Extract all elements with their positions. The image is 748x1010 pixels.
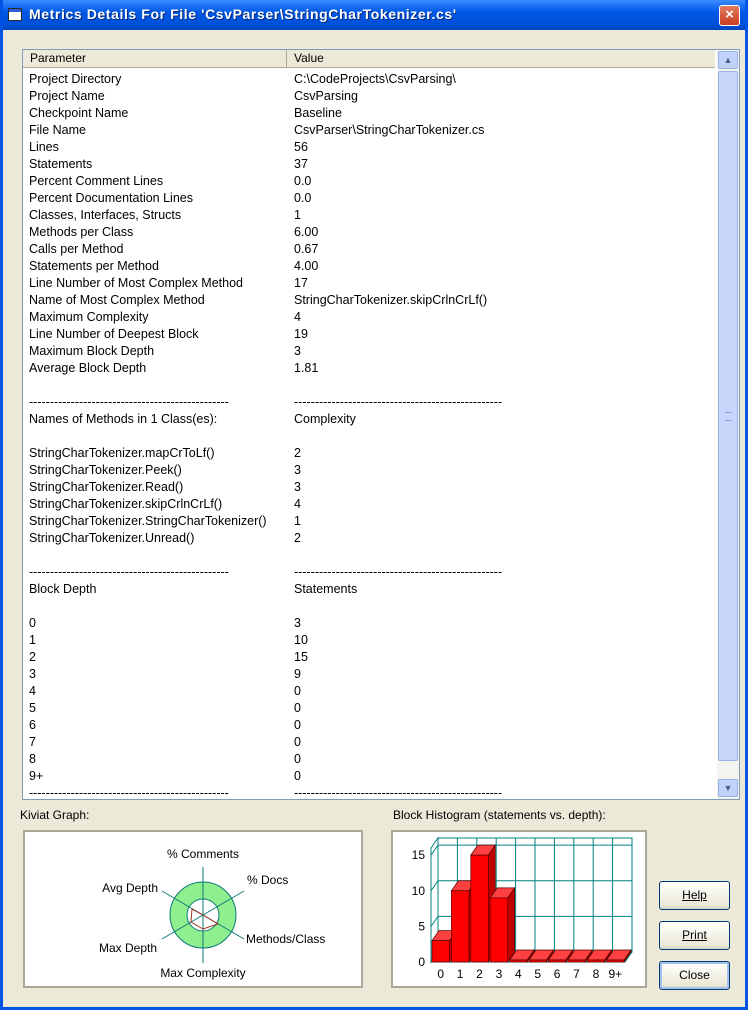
- list-row[interactable]: [29, 343, 713, 360]
- list-row[interactable]: [29, 496, 713, 513]
- value-cell: 6.00: [294, 225, 319, 239]
- list-row[interactable]: [29, 462, 713, 479]
- parameter-cell: 9+: [29, 769, 44, 783]
- print-button[interactable]: [659, 921, 730, 950]
- value-cell: 15: [294, 650, 308, 664]
- value-cell: 9: [294, 667, 301, 681]
- kiviat-graph: [23, 830, 363, 988]
- histogram-bar: [607, 960, 624, 962]
- list-row[interactable]: [29, 156, 713, 173]
- histogram-x-tick: 2: [476, 967, 483, 981]
- value-cell: 3: [294, 616, 301, 630]
- parameter-cell: Lines: [29, 140, 59, 154]
- list-row[interactable]: [29, 734, 713, 751]
- histogram-bar: [510, 960, 527, 962]
- vertical-scrollbar[interactable]: [717, 50, 739, 799]
- histogram-svg: [393, 832, 645, 986]
- value-cell: Complexity: [294, 412, 356, 426]
- value-cell: CsvParser\StringCharTokenizer.cs: [294, 123, 485, 137]
- value-cell: 0: [294, 752, 301, 766]
- parameter-cell: Project Directory: [29, 72, 122, 86]
- list-row[interactable]: [29, 275, 713, 292]
- parameter-cell: Percent Documentation Lines: [29, 191, 193, 205]
- list-row[interactable]: [29, 615, 713, 632]
- value-cell: 0.67: [294, 242, 319, 256]
- list-row[interactable]: [29, 258, 713, 275]
- list-row[interactable]: [29, 479, 713, 496]
- histogram-bar: [490, 898, 507, 962]
- value-cell: 0.0: [294, 191, 312, 205]
- parameter-cell: Block Depth: [29, 582, 97, 596]
- list-row[interactable]: [29, 649, 713, 666]
- parameter-cell: Line Number of Deepest Block: [29, 327, 199, 341]
- histogram-bar: [568, 960, 585, 962]
- value-cell: 4: [294, 497, 301, 511]
- histogram-y-tick: 15: [411, 848, 425, 863]
- parameter-cell: Maximum Complexity: [29, 310, 149, 324]
- parameter-cell: Calls per Method: [29, 242, 124, 256]
- list-row[interactable]: [29, 547, 713, 564]
- close-button[interactable]: Close: [659, 961, 730, 990]
- print-button-label: Print: [682, 928, 707, 942]
- histogram-x-tick: 5: [534, 967, 542, 981]
- list-row[interactable]: [29, 598, 713, 615]
- histogram-x-tick: 6: [553, 967, 561, 981]
- kiviat-axis-label: % Docs: [247, 873, 289, 887]
- value-cell: CsvParsing: [294, 89, 358, 103]
- parameter-cell: Average Block Depth: [29, 361, 147, 375]
- kiviat-axis-label: Avg Depth: [102, 881, 158, 895]
- scroll-up-button[interactable]: ▲: [718, 51, 738, 69]
- list-row[interactable]: [29, 377, 713, 394]
- kiviat-axis-label: Max Depth: [98, 941, 157, 955]
- value-cell: 0: [294, 701, 301, 715]
- value-cell: 0: [294, 718, 301, 732]
- scroll-thumb[interactable]: [718, 71, 738, 761]
- histogram-bar: [529, 960, 546, 962]
- histogram-label: Block Histogram (statements vs. depth):: [393, 808, 606, 822]
- parameter-cell: ------------------------------------------------: [29, 565, 229, 579]
- window-icon: [8, 8, 22, 21]
- list-row[interactable]: [29, 564, 713, 581]
- list-row[interactable]: [29, 700, 713, 717]
- parameter-cell: File Name: [29, 123, 86, 137]
- list-row[interactable]: [29, 292, 713, 309]
- histogram-x-tick: 0: [437, 967, 445, 981]
- parameter-cell: 6: [29, 718, 36, 732]
- list-row[interactable]: [29, 581, 713, 598]
- grip-icon: [725, 412, 732, 421]
- block-histogram: [391, 830, 647, 988]
- list-row[interactable]: [29, 632, 713, 649]
- value-cell: 19: [294, 327, 308, 341]
- window-title: Metrics Details For File 'CsvParser\StringCharTokenizer.cs': [29, 6, 457, 22]
- value-cell: Statements: [294, 582, 358, 596]
- value-cell: 10: [294, 633, 308, 647]
- parameter-cell: 2: [29, 650, 36, 664]
- value-cell: --------------------------------------------------: [294, 565, 503, 579]
- parameter-cell: StringCharTokenizer.skipCrlnCrLf(): [29, 497, 223, 511]
- value-cell: 3: [294, 344, 301, 358]
- list-row[interactable]: [29, 683, 713, 700]
- list-rows: [29, 71, 713, 802]
- parameter-cell: Checkpoint Name: [29, 106, 129, 120]
- help-button-label: Help: [682, 888, 707, 902]
- histogram-y-tick: 10: [411, 883, 425, 898]
- list-row[interactable]: [29, 751, 713, 768]
- parameter-cell: Statements: [29, 157, 93, 171]
- value-cell: 2: [294, 446, 301, 460]
- value-cell: 0: [294, 769, 301, 783]
- value-cell: 56: [294, 140, 308, 154]
- list-row[interactable]: [29, 241, 713, 258]
- parameter-cell: Line Number of Most Complex Method: [29, 276, 243, 290]
- value-cell: 4: [294, 310, 301, 324]
- value-cell: --------------------------------------------------: [294, 786, 503, 800]
- value-cell: 0.0: [294, 174, 312, 188]
- parameter-cell: 8: [29, 752, 36, 766]
- list-row[interactable]: [29, 139, 713, 156]
- kiviat-svg: [25, 832, 361, 986]
- value-cell: 37: [294, 157, 308, 171]
- value-cell: C:\CodeProjects\CsvParsing\: [294, 72, 456, 86]
- parameter-cell: StringCharTokenizer.StringCharTokenizer(): [29, 514, 267, 528]
- parameter-cell: 0: [29, 616, 36, 630]
- kiviat-axis-label: Methods/Class: [246, 932, 326, 946]
- histogram-bar: [587, 960, 604, 962]
- list-row[interactable]: [29, 207, 713, 224]
- histogram-bar-side: [508, 888, 515, 962]
- value-cell: StringCharTokenizer.skipCrlnCrLf(): [294, 293, 488, 307]
- value-cell: 0: [294, 735, 301, 749]
- list-row[interactable]: [29, 360, 713, 377]
- value-cell: 1: [294, 208, 301, 222]
- parameter-cell: Names of Methods in 1 Class(es):: [29, 412, 218, 426]
- parameter-cell: Statements per Method: [29, 259, 159, 273]
- list-row[interactable]: [29, 530, 713, 547]
- list-row[interactable]: [29, 105, 713, 122]
- histogram-x-tick: 8: [592, 967, 600, 981]
- value-cell: 2: [294, 531, 301, 545]
- list-row[interactable]: [29, 88, 713, 105]
- value-cell: --------------------------------------------------: [294, 395, 503, 409]
- parameter-cell: Project Name: [29, 89, 105, 103]
- parameter-cell: 4: [29, 684, 36, 698]
- column-header-parameter[interactable]: Parameter: [23, 50, 287, 67]
- list-row[interactable]: [29, 513, 713, 530]
- parameter-cell: StringCharTokenizer.Read(): [29, 480, 184, 494]
- value-cell: 4.00: [294, 259, 319, 273]
- list-row[interactable]: [29, 173, 713, 190]
- list-row[interactable]: [29, 224, 713, 241]
- metrics-list[interactable]: [22, 49, 740, 800]
- list-row[interactable]: [29, 717, 713, 734]
- histogram-x-tick: 3: [495, 967, 503, 981]
- parameter-cell: Methods per Class: [29, 225, 134, 239]
- list-row[interactable]: [29, 394, 713, 411]
- parameter-cell: 1: [29, 633, 36, 647]
- value-cell: 1.81: [294, 361, 319, 375]
- parameter-cell: ------------------------------------------------: [29, 786, 229, 800]
- parameter-cell: Percent Comment Lines: [29, 174, 164, 188]
- list-row[interactable]: [29, 71, 713, 88]
- list-row[interactable]: [29, 666, 713, 683]
- list-row[interactable]: [29, 326, 713, 343]
- parameter-cell: Name of Most Complex Method: [29, 293, 205, 307]
- parameter-cell: Maximum Block Depth: [29, 344, 155, 358]
- list-row[interactable]: [29, 785, 713, 802]
- value-cell: 0: [294, 684, 301, 698]
- list-row[interactable]: [29, 190, 713, 207]
- histogram-bar: [548, 960, 565, 962]
- kiviat-axis-label: Max Complexity: [160, 966, 246, 980]
- scroll-down-button[interactable]: ▼: [718, 779, 738, 797]
- value-cell: 3: [294, 480, 301, 494]
- list-row[interactable]: [29, 445, 713, 462]
- histogram-bar: [471, 855, 488, 962]
- title-bar[interactable]: [3, 0, 745, 30]
- histogram-y-tick: 0: [418, 955, 425, 969]
- list-header: [23, 50, 715, 68]
- list-row[interactable]: [29, 309, 713, 326]
- close-window-button[interactable]: ×: [719, 5, 740, 26]
- value-cell: 17: [294, 276, 308, 290]
- list-row[interactable]: [29, 411, 713, 428]
- kiviat-label: Kiviat Graph:: [20, 808, 90, 822]
- histogram-bar: [451, 891, 468, 962]
- histogram-x-tick: 4: [514, 967, 522, 981]
- parameter-cell: Classes, Interfaces, Structs: [29, 208, 182, 222]
- list-row[interactable]: [29, 768, 713, 785]
- column-header-value[interactable]: Value: [294, 51, 324, 65]
- value-cell: 1: [294, 514, 301, 528]
- parameter-cell: StringCharTokenizer.Peek(): [29, 463, 182, 477]
- parameter-cell: ------------------------------------------------: [29, 395, 229, 409]
- histogram-bar: [432, 941, 449, 962]
- parameter-cell: StringCharTokenizer.Unread(): [29, 531, 195, 545]
- histogram-y-tick: 5: [418, 919, 425, 934]
- list-row[interactable]: [29, 122, 713, 139]
- parameter-cell: 3: [29, 667, 36, 681]
- parameter-cell: 7: [29, 735, 36, 749]
- parameter-cell: 5: [29, 701, 36, 715]
- kiviat-axis-label: % Comments: [166, 847, 240, 861]
- parameter-cell: StringCharTokenizer.mapCrToLf(): [29, 446, 215, 460]
- help-button[interactable]: [659, 881, 730, 910]
- histogram-x-tick: 7: [573, 967, 580, 981]
- value-cell: 3: [294, 463, 301, 477]
- list-row[interactable]: [29, 428, 713, 445]
- histogram-x-tick: 9+: [608, 967, 623, 981]
- value-cell: Baseline: [294, 106, 342, 120]
- histogram-x-tick: 1: [456, 967, 464, 981]
